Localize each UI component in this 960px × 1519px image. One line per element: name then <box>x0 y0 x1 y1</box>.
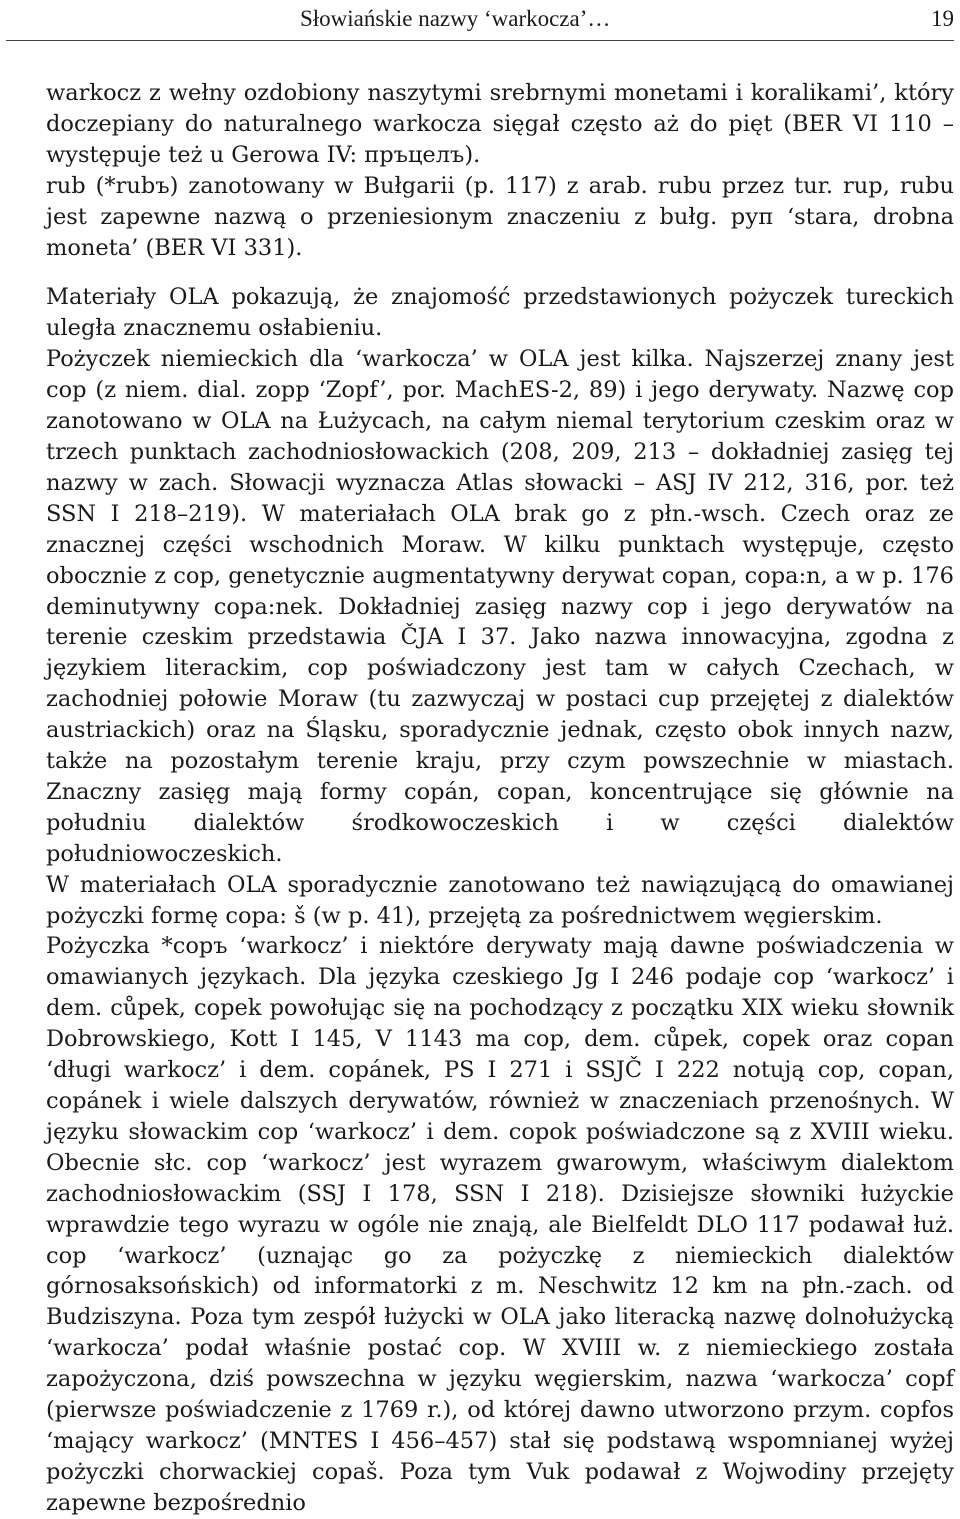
running-title: Słowiańskie nazwy ‘warkocza’… <box>300 6 611 31</box>
paragraph-6: Pożyczka *copъ ‘warkocz’ i niektóre derywaty mają dawne poświadczenia w omawianych językach. Dla języka czeskiego Jg I 246 podaje cop ‘warkocz’ i dem. cůpek, copek powołując się na pochodzący z początku XIX wieku słownik Dobrowskiego, Kott I 145, V 1143 ma cop, dem. cůpek, copek oraz copan ‘długi warkocz’ i dem. copánek, PS I 271 i SSJČ I 222 notują cop, copan, copánek i wiele dalszych derywatów, również w znaczeniach przenośnych. W języku słowackim cop ‘warkocz’ i dem. copok poświadczone są z XVIII wieku. Obecnie słc. cop ‘warkocz’ jest wyrazem gwarowym, właściwym dialektom zachodniosłowackim (SSJ I 178, SSN I 218). Dzisiejsze słowniki łużyckie wprawdzie tego wyrazu w ogóle nie znają, ale Bielfeldt DLO 117 podawał łuż. cop ‘warkocz’ (uznając go za pożyczkę z niemieckich dialektów górnosaksońskich) od informatorki z m. Neschwitz 12 km na płn.-zach. od Budziszyna. Poza tym zespół łużycki w OLA jako literacką nazwę dolnołużycką ‘warkocza’ podał właśnie postać cop. W XVIII w. z niemieckiego została zapożyczona, dziś powszechna w języku węgierskim, nazwa ‘warkocza’ copf (pierwsze poświadczenie z 1769 r.), od której dawno utworzono przym. copfos ‘mający warkocz’ (MNTES I 456–457) stał się podstawą wspomnianej wyżej pożyczki chorwackiej copaš. Poza tym Vuk podawał z Wojwodiny przejęty zapewne bezpośrednio <box>46 933 954 1516</box>
header-rule <box>6 40 954 41</box>
running-header <box>0 0 960 40</box>
page-body <box>46 78 954 1519</box>
page-number: 19 <box>931 6 954 31</box>
paragraph-1: warkocz z wełny ozdobiony naszytymi srebrnymi monetami i koralikami’, który doczepiany do naturalnego warkocza sięgał często aż do pięt (BER VI 110 – występuje też u Gerowa IV: пръцелъ). <box>46 80 954 168</box>
paragraph-2: rub (*rubъ) zanotowany w Bułgarii (p. 117) z arab. rubu przez tur. rup, rubu jest zapewne nazwą o przeniesionym znaczeniu z bułg. руп ‘stara, drobna moneta’ (BER VI 331). <box>46 172 954 261</box>
paragraph-5: W materiałach OLA sporadycznie zanotowano też nawiązującą do omawianej pożyczki formę copa: š (w p. 41), przejętą za pośrednictwem węgierskim. <box>46 871 954 929</box>
paragraph-3: Materiały OLA pokazują, że znajomość przedstawionych pożyczek tureckich uległa znacznemu osłabieniu. <box>46 284 954 342</box>
paragraph-4: Pożyczek niemieckich dla ‘warkocza’ w OLA jest kilka. Najszerzej znany jest cop (z niem. dial. zopp ‘Zopf’, por. MachES-2, 89) i jego derywaty. Nazwę cop zanotowano w OLA na Łużycach, na całym niemal terytorium czeskim oraz w trzech punktach zachodniosłowackich (208, 209, 213 – dokładniej zasięg tej nazwy w zach. Słowacji wyznacza Atlas słowacki – ASJ IV 212, 316, por. też SSN I 218–219). W materiałach OLA brak go z płn.-wsch. Czech oraz ze znacznej części wschodnich Moraw. W kilku punktach występuje, często obocznie z cop, genetycznie augmentatywny derywat copan, copa:n, a w p. 176 deminutywny copa:nek. Dokładniej zasięg nazwy cop i jego derywatów na terenie czeskim przedstawia ČJA I 37. Jako nazwa innowacyjna, zgodna z językiem literackim, cop poświadczony jest tam w całych Czechach, w zachodniej połowie Moraw (tu zazwyczaj w postaci cup przejętej z dialektów austriackich) oraz na Śląsku, sporadycznie jednak, często obok innych nazw, także na pozostałym terenie kraju, przy czym powszechnie w miastach. Znaczny zasięg mają formy copán, copan, koncentrujące się głównie na południu dialektów środkowoczeskich i w części dialektów południowoczeskich. <box>46 346 954 867</box>
